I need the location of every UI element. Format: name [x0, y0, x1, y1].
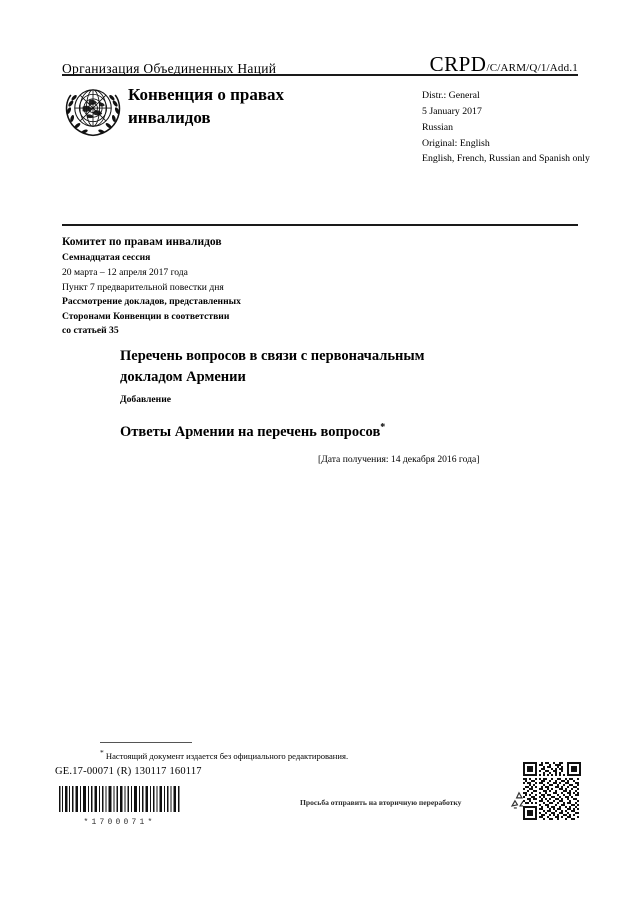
document-symbol-sub: /C/ARM/Q/1/Add.1	[486, 62, 578, 74]
header-divider	[62, 74, 578, 76]
footnote	[100, 748, 520, 762]
barcode-text: *1700071*	[83, 818, 156, 827]
section-divider	[62, 224, 578, 226]
footnote-text: Настоящий документ издается без официального редактирования.	[105, 750, 349, 761]
distribution-languages-note: English, French, Russian and Spanish only	[422, 153, 590, 165]
committee-session: Семнадцатая сессия	[62, 252, 151, 264]
document-title-line2: докладом Армении	[120, 368, 246, 385]
answers-title-text: Ответы Армении на перечень вопросов	[120, 423, 381, 440]
qr-code	[523, 762, 581, 820]
addendum-label: Добавление	[120, 394, 171, 405]
document-title-line1: Перечень вопросов в связи с первоначальным	[120, 348, 425, 364]
convention-title	[128, 84, 378, 130]
distribution-date: 5 January 2017	[422, 105, 482, 117]
distribution-type: Distr.: General	[422, 90, 480, 101]
distribution-block	[422, 88, 592, 167]
convention-title-line1: Конвенция о правах	[128, 85, 285, 104]
committee-name: Комитет по правам инвалидов	[62, 236, 222, 248]
committee-consideration-line2: Сторонами Конвенции в соответствии	[62, 310, 230, 322]
received-date: [Дата получения: 14 декабря 2016 года]	[318, 454, 480, 465]
footnote-marker-ref: *	[380, 422, 386, 433]
organization-name: Организация Объединенных Наций	[62, 61, 277, 76]
committee-agenda-item: Пункт 7 предварительной повестки дня	[62, 281, 224, 293]
distribution-original: Original: English	[422, 137, 490, 149]
job-number: GE.17-00071 (R) 130117 160117	[55, 766, 202, 777]
answers-title	[120, 422, 540, 441]
distribution-language: Russian	[422, 121, 454, 133]
barcode	[57, 786, 182, 827]
committee-consideration-line1: Рассмотрение докладов, представленных	[62, 296, 241, 308]
document-title	[120, 346, 520, 387]
convention-title-line2: инвалидов	[128, 107, 211, 127]
committee-block	[62, 234, 392, 339]
document-symbol-main: CRPD	[429, 52, 487, 76]
un-emblem	[60, 82, 126, 138]
committee-dates: 20 марта – 12 апреля 2017 года	[62, 267, 188, 279]
footnote-divider	[100, 742, 192, 743]
recycle-text: Просьба отправить на вторичную переработку	[300, 798, 462, 807]
committee-consideration-line3: со статьей 35	[62, 325, 119, 337]
footnote-marker: *	[100, 748, 104, 757]
